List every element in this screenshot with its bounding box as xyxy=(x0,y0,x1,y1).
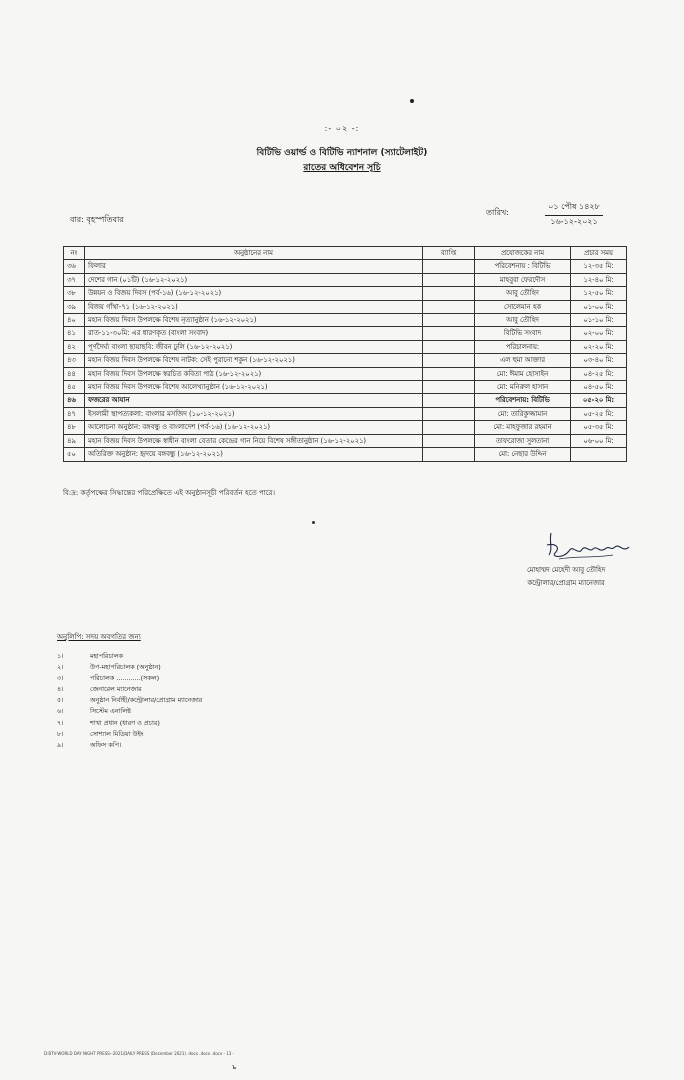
table-row xyxy=(64,421,627,434)
broadcast-time: ০৪-২৫ মি: xyxy=(571,367,627,380)
row-duration xyxy=(423,260,475,273)
producer-name: আবু তৌহিদ xyxy=(475,287,571,300)
table-row xyxy=(64,448,627,461)
list-item xyxy=(57,662,202,673)
producer-name: সোলেমান হক xyxy=(475,300,571,313)
program-name: ফিলার xyxy=(85,260,423,273)
day-label: বার: বৃহস্পতিবার xyxy=(70,215,124,224)
list-item-text: পরিচালক ............(সকল) xyxy=(90,674,160,683)
broadcast-time: ১২-৫০ মি: xyxy=(571,287,627,300)
program-name: ফজরের আযান xyxy=(85,394,423,407)
list-item xyxy=(57,695,202,706)
broadcast-time: ০৫-২০ মি: xyxy=(571,394,627,407)
producer-name: আবু তৌহিদ xyxy=(475,314,571,327)
broadcast-time: ১২-৪০ মি: xyxy=(571,273,627,286)
broadcast-time: ১২-৩৫ মি: xyxy=(571,260,627,273)
table-row xyxy=(64,407,627,420)
document-subtitle: রাতের অধিবেশন সূচি xyxy=(303,163,381,173)
list-item-number: ৭। xyxy=(57,718,64,727)
table-row xyxy=(64,300,627,313)
disclaimer-note: বি:দ্র: কর্তৃপক্ষের সিদ্ধান্তের পরিপ্রেক্ষিতে এই অনুষ্ঠানসূচী পরিবর্তন হতে পারে। xyxy=(63,489,275,497)
row-duration xyxy=(423,287,475,300)
row-duration xyxy=(423,273,475,286)
list-item xyxy=(57,718,202,729)
row-number: ৪৬ xyxy=(64,394,85,407)
program-name: মহান বিজয় দিবস উপলক্ষে বিশেষ নাটক: সেই পুরানো শকুন (১৬-১২-২০২১) xyxy=(85,354,423,367)
list-item xyxy=(57,651,202,662)
row-duration xyxy=(423,434,475,447)
row-number: ৩৯ xyxy=(64,300,85,313)
producer-name: বিটিভি সংবাদ xyxy=(475,327,571,340)
list-item-number: ৩। xyxy=(57,674,64,683)
list-item-text: মহাপরিচালক xyxy=(90,652,123,660)
row-duration xyxy=(423,407,475,420)
row-number: ৪১ xyxy=(64,327,85,340)
table-row xyxy=(64,260,627,273)
row-number: ৫০ xyxy=(64,448,85,461)
row-duration xyxy=(423,314,475,327)
program-name: মহান বিজয় দিবস উপলক্ষে বিশেষ নৃত্যানুষ্ঠান (১৬-১২-২০২১) xyxy=(85,314,423,327)
page-number: :- ০২ -: xyxy=(324,124,360,133)
broadcast-time: ০১-১০ মি: xyxy=(571,314,627,327)
list-item-text: শাখা প্রধান (ধারণ ও প্রচার) xyxy=(90,718,160,727)
list-item-number: ৫। xyxy=(57,696,64,705)
producer-name: পরিচালনায়: xyxy=(475,340,571,353)
list-item xyxy=(57,740,202,751)
row-number: ৩৬ xyxy=(64,260,85,273)
list-item xyxy=(57,684,202,695)
broadcast-time: ০২-০০ মি: xyxy=(571,327,627,340)
table-row xyxy=(64,287,627,300)
date-gregorian: ১৬-১২-২০২১ xyxy=(550,217,598,226)
list-item-text: জেনারেল ম্যানেজার xyxy=(90,685,142,694)
table-row xyxy=(64,394,627,407)
list-item xyxy=(57,706,202,717)
producer-name: মো: তারিকুজ্জামান xyxy=(475,407,571,420)
row-duration xyxy=(423,300,475,313)
program-name: বিজয় গাঁথা-৭১ (১৬-১২-২০২১) xyxy=(85,300,423,313)
scan-speck xyxy=(312,521,315,524)
table-header-row xyxy=(64,247,627,260)
broadcast-time xyxy=(571,448,627,461)
scan-speck xyxy=(410,99,414,103)
handwritten-signature xyxy=(545,529,635,567)
producer-name: মো: ঈমাম হোসাইন xyxy=(475,367,571,380)
header-no: নং xyxy=(64,247,85,260)
list-item-number: ২। xyxy=(57,663,64,672)
row-number: ৪৪ xyxy=(64,367,85,380)
program-name: মহান বিজয় দিবস উপলক্ষে স্বাধীন বাংলা বেতার কেন্দ্রের গান নিয়ে বিশেষ সঙ্গীতানুষ্ঠান (১৬-১২-২০২১) xyxy=(85,434,423,447)
header-producer: প্রযোজকের নাম xyxy=(475,247,571,260)
document-title: বিটিভি ওয়ার্ল্ড ও বিটিভি ন্যাশনাল (স্যাটেলাইট) xyxy=(256,148,428,158)
header-program-name: অনুষ্ঠানের নাম xyxy=(85,247,423,260)
producer-name: মাহবুবা ফেরদৌস xyxy=(475,273,571,286)
scan-mark: ъ xyxy=(232,1064,237,1071)
producer-name: তাফরোজা সুলতানা xyxy=(475,434,571,447)
row-number: ৩৭ xyxy=(64,273,85,286)
row-duration xyxy=(423,394,475,407)
row-number: ৪৩ xyxy=(64,354,85,367)
row-number: ৪৮ xyxy=(64,421,85,434)
table-row xyxy=(64,327,627,340)
list-item xyxy=(57,673,202,684)
signatory-name: মোহাম্মদ মেহেদী আবু তৌহিদ xyxy=(526,566,606,574)
producer-name: মো: মনিরুল হাসান xyxy=(475,381,571,394)
list-item-number: ৯। xyxy=(57,740,64,749)
row-duration xyxy=(423,340,475,353)
row-number: ৩৮ xyxy=(64,287,85,300)
producer-name: এল হুমা আক্তার xyxy=(475,354,571,367)
table-row xyxy=(64,367,627,380)
broadcast-time: ০৫-৩৫ মি: xyxy=(571,421,627,434)
row-duration xyxy=(423,354,475,367)
row-number: ৪৯ xyxy=(64,434,85,447)
list-item-text: অনুষ্ঠান নির্বাহী/কন্ট্রোলার/প্রোগ্রাম ম্যানেজার xyxy=(90,696,203,705)
broadcast-time: ০৪-৫০ মি: xyxy=(571,381,627,394)
date-label: তারিখ: xyxy=(486,208,509,217)
broadcast-time: ০৫-২৫ মি: xyxy=(571,407,627,420)
program-name: মহান বিজয় দিবস উপলক্ষে বিশেষ আলেখ্যানুষ্ঠান (১৬-১২-২০২১) xyxy=(85,381,423,394)
row-number: ৪০ xyxy=(64,314,85,327)
schedule-body xyxy=(64,260,627,461)
program-name: অতিরিক্ত অনুষ্ঠান: হৃদয়ে বঙ্গবন্ধু (১৬-১২-২০২১) xyxy=(85,448,423,461)
program-name: মহান বিজয় দিবস উপলক্ষে স্বরচিত কবিতা পাঠ (১৬-১২-২০২১) xyxy=(85,367,423,380)
row-duration xyxy=(423,421,475,434)
table-row xyxy=(64,273,627,286)
list-item-number: ৪। xyxy=(57,685,64,694)
broadcast-time: ০৬-০০ মি: xyxy=(571,434,627,447)
list-item-number: ৬। xyxy=(57,707,64,716)
row-number: ৪৫ xyxy=(64,381,85,394)
list-item-text: সোশ্যাল মিডিয়া উইং xyxy=(90,729,144,738)
signatory-role: কন্ট্রোলার/প্রোগ্রাম ম্যানেজার xyxy=(527,579,605,587)
row-duration xyxy=(423,381,475,394)
list-item-text: সিস্টেম এনালিষ্ট xyxy=(90,707,131,716)
row-number: ৪৭ xyxy=(64,407,85,420)
table-row xyxy=(64,354,627,367)
header-broadcast-time: প্রচার সময় xyxy=(571,247,627,260)
row-duration xyxy=(423,367,475,380)
row-number: ৪২ xyxy=(64,340,85,353)
list-item-number: ১। xyxy=(57,652,64,660)
program-name: আলোচনা অনুষ্ঠান: বঙ্গবন্ধু ও বাংলাদেশ (পর্ব-১৬) (১৬-১২-২০২১) xyxy=(85,421,423,434)
producer-name: পরিবেশনায় : বিটিভি xyxy=(475,260,571,273)
producer-name: মো: মাহফুজার রহমান xyxy=(475,421,571,434)
program-name: রাত-১১-৩০মি: এর ধারণকৃত (বাংলা সংবাদ) xyxy=(85,327,423,340)
copy-to-heading: অনুলিপি: সদয় অবগতির জন্য xyxy=(57,633,141,641)
row-duration xyxy=(423,327,475,340)
file-path-footer: D:BTV-WORLD DAY NIGHT PRESS--2021\DAILY PRESS (December 2021) .docx .docx .docx - 13 - xyxy=(44,1051,235,1056)
broadcast-time: ০১-০০ মি: xyxy=(571,300,627,313)
table-row xyxy=(64,434,627,447)
schedule-table xyxy=(63,246,627,462)
broadcast-time: ০২-২০ মি: xyxy=(571,340,627,353)
table-row xyxy=(64,381,627,394)
header-duration: ব্যাপ্তি xyxy=(423,247,475,260)
program-name: ইসলামী স্থাপত্যকলা: বাংলার মসজিদ (১০-১২-২০২১) xyxy=(85,407,423,420)
list-item-text: অফিস কপি। xyxy=(90,740,122,749)
producer-name: মো: নেছার উদ্দিন xyxy=(475,448,571,461)
producer-name: পরিবেশনায়: বিটিভি xyxy=(475,394,571,407)
row-duration xyxy=(423,448,475,461)
program-name: দেশের গান (০১টি) (১৬-১২-২০২১) xyxy=(85,273,423,286)
table-row xyxy=(64,340,627,353)
date-bangla: ০১ পৌষ ১৪২৮ xyxy=(545,201,603,216)
list-item-text: উপ-মহাপরিচালক (অনুষ্ঠান) xyxy=(90,663,161,672)
program-name: পূর্ণদৈর্ঘ্য বাংলা ছায়াছবি: জীবন ঢুলি (১৬-১২-২০২১) xyxy=(85,340,423,353)
broadcast-time: ০৩-৪০ মি: xyxy=(571,354,627,367)
program-name: উন্নয়ন ও বিজয় দিবস (পর্ব-১৬) (১৬-১২-২০২১) xyxy=(85,287,423,300)
table-row xyxy=(64,314,627,327)
list-item-number: ৮। xyxy=(57,729,64,738)
list-item xyxy=(57,729,202,740)
distribution-list xyxy=(57,651,202,751)
